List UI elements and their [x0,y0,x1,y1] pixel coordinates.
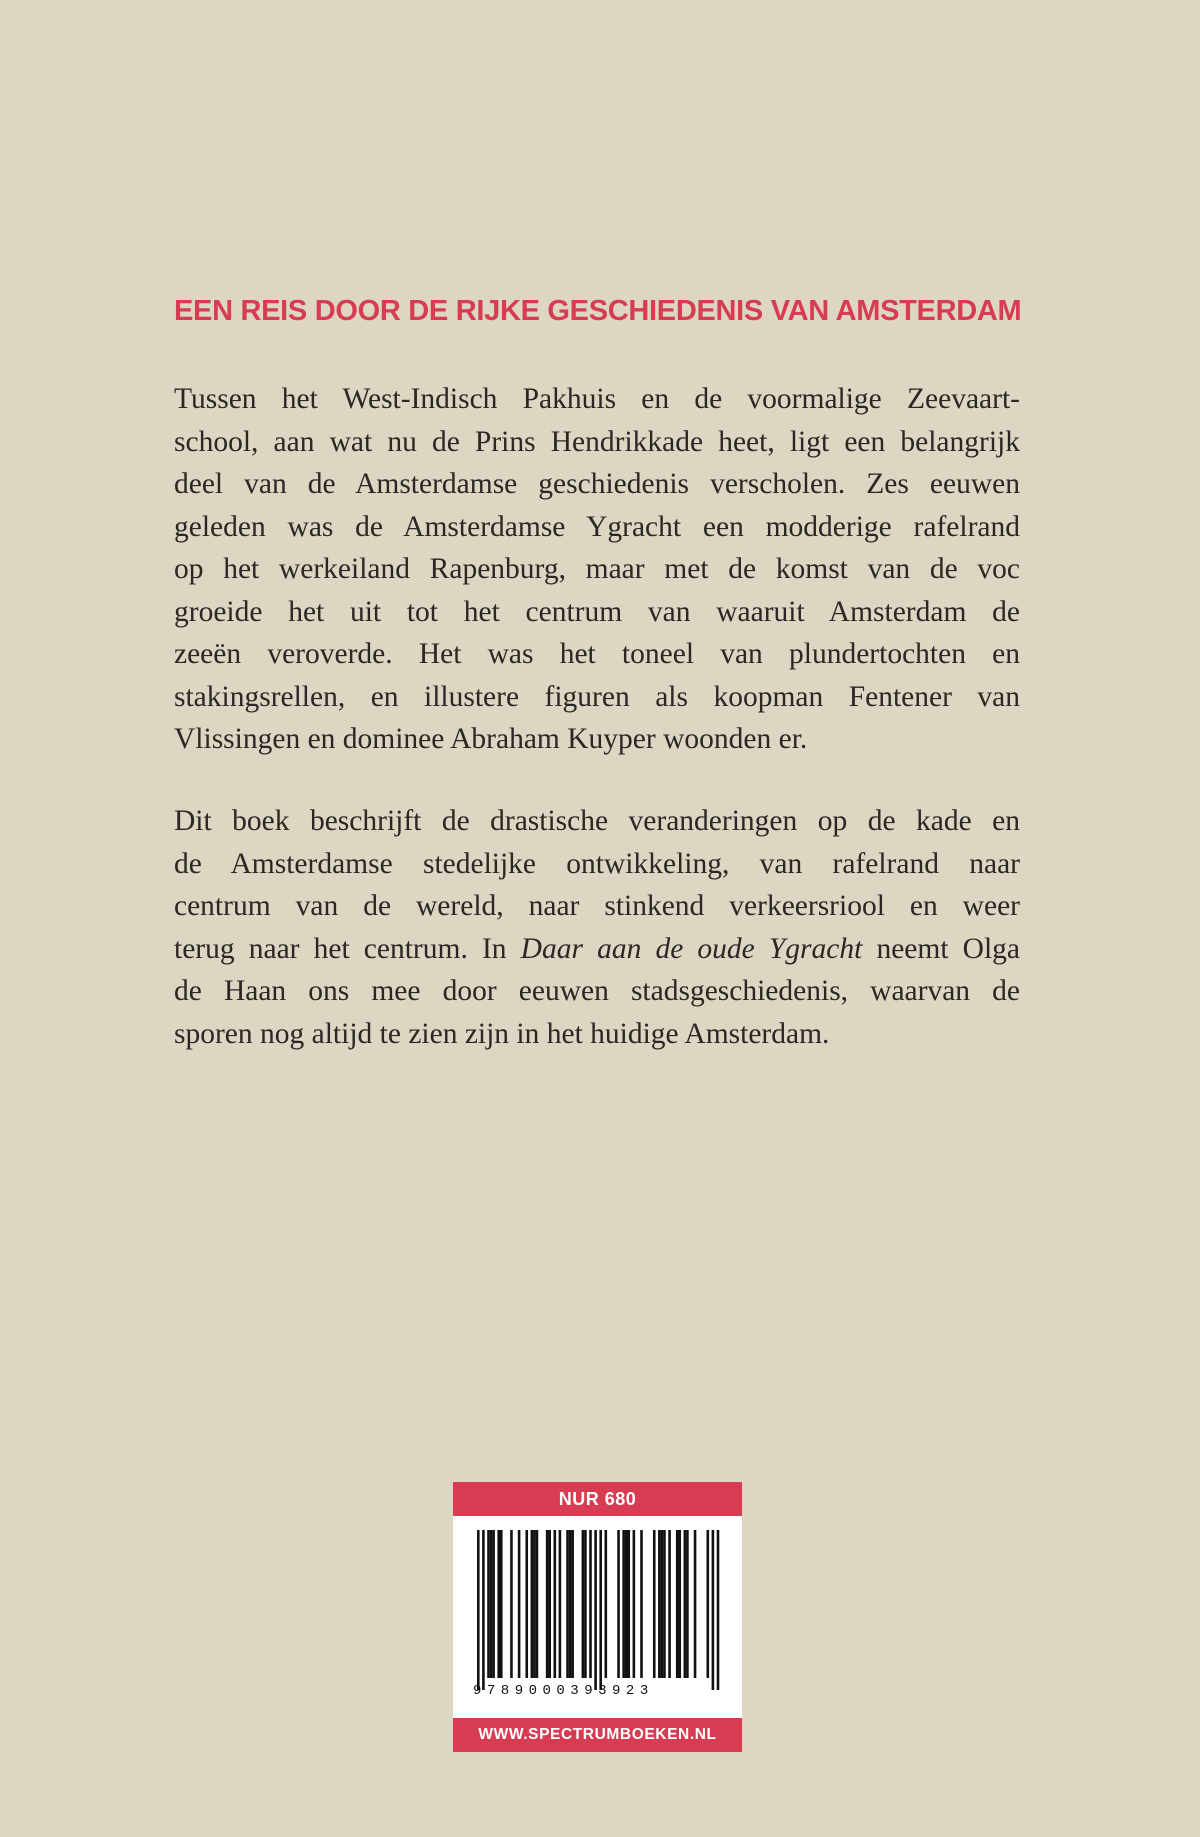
barcode-bar [533,1530,536,1678]
blurb-line: deel van de Amsterdamse geschiedenis verscholen. Zes eeuwen [174,468,1020,500]
barcode-bar [663,1530,666,1678]
barcode-bar [490,1530,493,1678]
blurb-paragraph-2 [174,800,1020,1055]
book-title: Daar aan de oude Ygracht [520,932,863,965]
barcode-bar [582,1530,585,1678]
isbn-number: 9789000393923 [473,1683,654,1699]
barcode-bar [569,1530,572,1678]
barcode-bar [686,1530,689,1678]
barcode-bar [694,1530,697,1678]
isbn-barcode [469,1530,726,1706]
barcode-bar [536,1530,539,1678]
barcode-bar [584,1530,587,1678]
barcode-bar [548,1530,551,1678]
barcode-label [453,1482,742,1752]
barcode-bar [605,1530,608,1678]
barcode-bar [566,1530,569,1678]
blurb-line: geleden was de Amsterdamse Ygracht een modderige rafelrand [174,510,1020,543]
blurb-line: Tussen het West-Indisch Pakhuis en de voormalige Zeevaart- [174,383,1020,415]
barcode-bar [525,1530,528,1678]
blurb-line: Vlissingen en dominee Abraham Kuyper woonden er. [174,723,808,755]
barcode-bar [661,1530,664,1678]
barcode-bar [678,1530,681,1678]
nur-code: NUR 680 [453,1482,742,1516]
barcode-bar [531,1530,534,1678]
blurb-line: Dit boek beschrijft de drastische veranderingen op de kade en [174,805,1020,837]
barcode-bar [617,1530,620,1678]
barcode-bar [571,1530,574,1678]
blurb-line: op het werkeiland Rapenburg, maar met de komst van de voc [174,553,1020,585]
barcode-bar [594,1530,597,1690]
barcode-bar [500,1530,503,1678]
barcode-bar [627,1530,630,1678]
blurb-line: stakingsrellen, en illustere figuren als koopman Fentener van [174,680,1020,713]
barcode-bar [684,1530,687,1678]
barcode-bar [658,1530,661,1678]
barcode-bar [482,1530,485,1690]
barcode-bar [510,1530,513,1678]
barcode-bar [668,1530,671,1678]
barcode-bar [640,1530,643,1678]
barcode-bar [707,1530,710,1678]
barcode-bar [518,1530,521,1678]
blurb-text: terug naar het centrum. In [174,932,521,965]
barcode-bar [554,1530,557,1678]
publisher-website: WWW.SPECTRUMBOEKEN.NL [453,1718,742,1752]
barcode-bar [546,1530,549,1678]
barcode-bar [497,1530,500,1678]
blurb-line: de Amsterdamse stedelijke ontwikkeling, van rafelrand naar [174,847,1020,880]
cover-headline: EEN REIS DOOR DE RIJKE GESCHIEDENIS VAN AMSTERDAM [174,295,1022,327]
blurb-line-with-title [174,928,1020,971]
barcode-bar [559,1530,562,1678]
blurb-text: neemt Olga [862,932,1020,965]
barcode-bar [676,1530,679,1678]
blurb-line: zeeën veroverde. Het was het toneel van plundertochten en [174,638,1020,670]
blurb-line: school, aan wat nu de Prins Hendrikkade heet, ligt een belangrijk [174,425,1020,458]
barcode-bar [717,1530,720,1690]
blurb-line: sporen nog altijd te zien zijn in het huidige Amsterdam. [174,1017,830,1050]
barcode-bar [487,1530,490,1678]
barcode-bar [599,1530,602,1690]
barcode-bar [712,1530,715,1690]
blurb-paragraph-1 [174,378,1020,761]
barcode-bar [477,1530,480,1690]
barcode-bar [633,1530,636,1678]
blurb-line: centrum van de wereld, naar stinkend verkeersriool en weer [174,890,1020,922]
barcode-bar [625,1530,628,1678]
barcode-bar [653,1530,656,1678]
blurb-line: groeide het uit tot het centrum van waaruit Amsterdam de [174,595,1020,628]
barcode-bar [622,1530,625,1678]
barcode-bar [492,1530,495,1678]
barcode-bar [589,1530,592,1678]
blurb-line: de Haan ons mee door eeuwen stadsgeschiedenis, waarvan de [174,975,1020,1007]
